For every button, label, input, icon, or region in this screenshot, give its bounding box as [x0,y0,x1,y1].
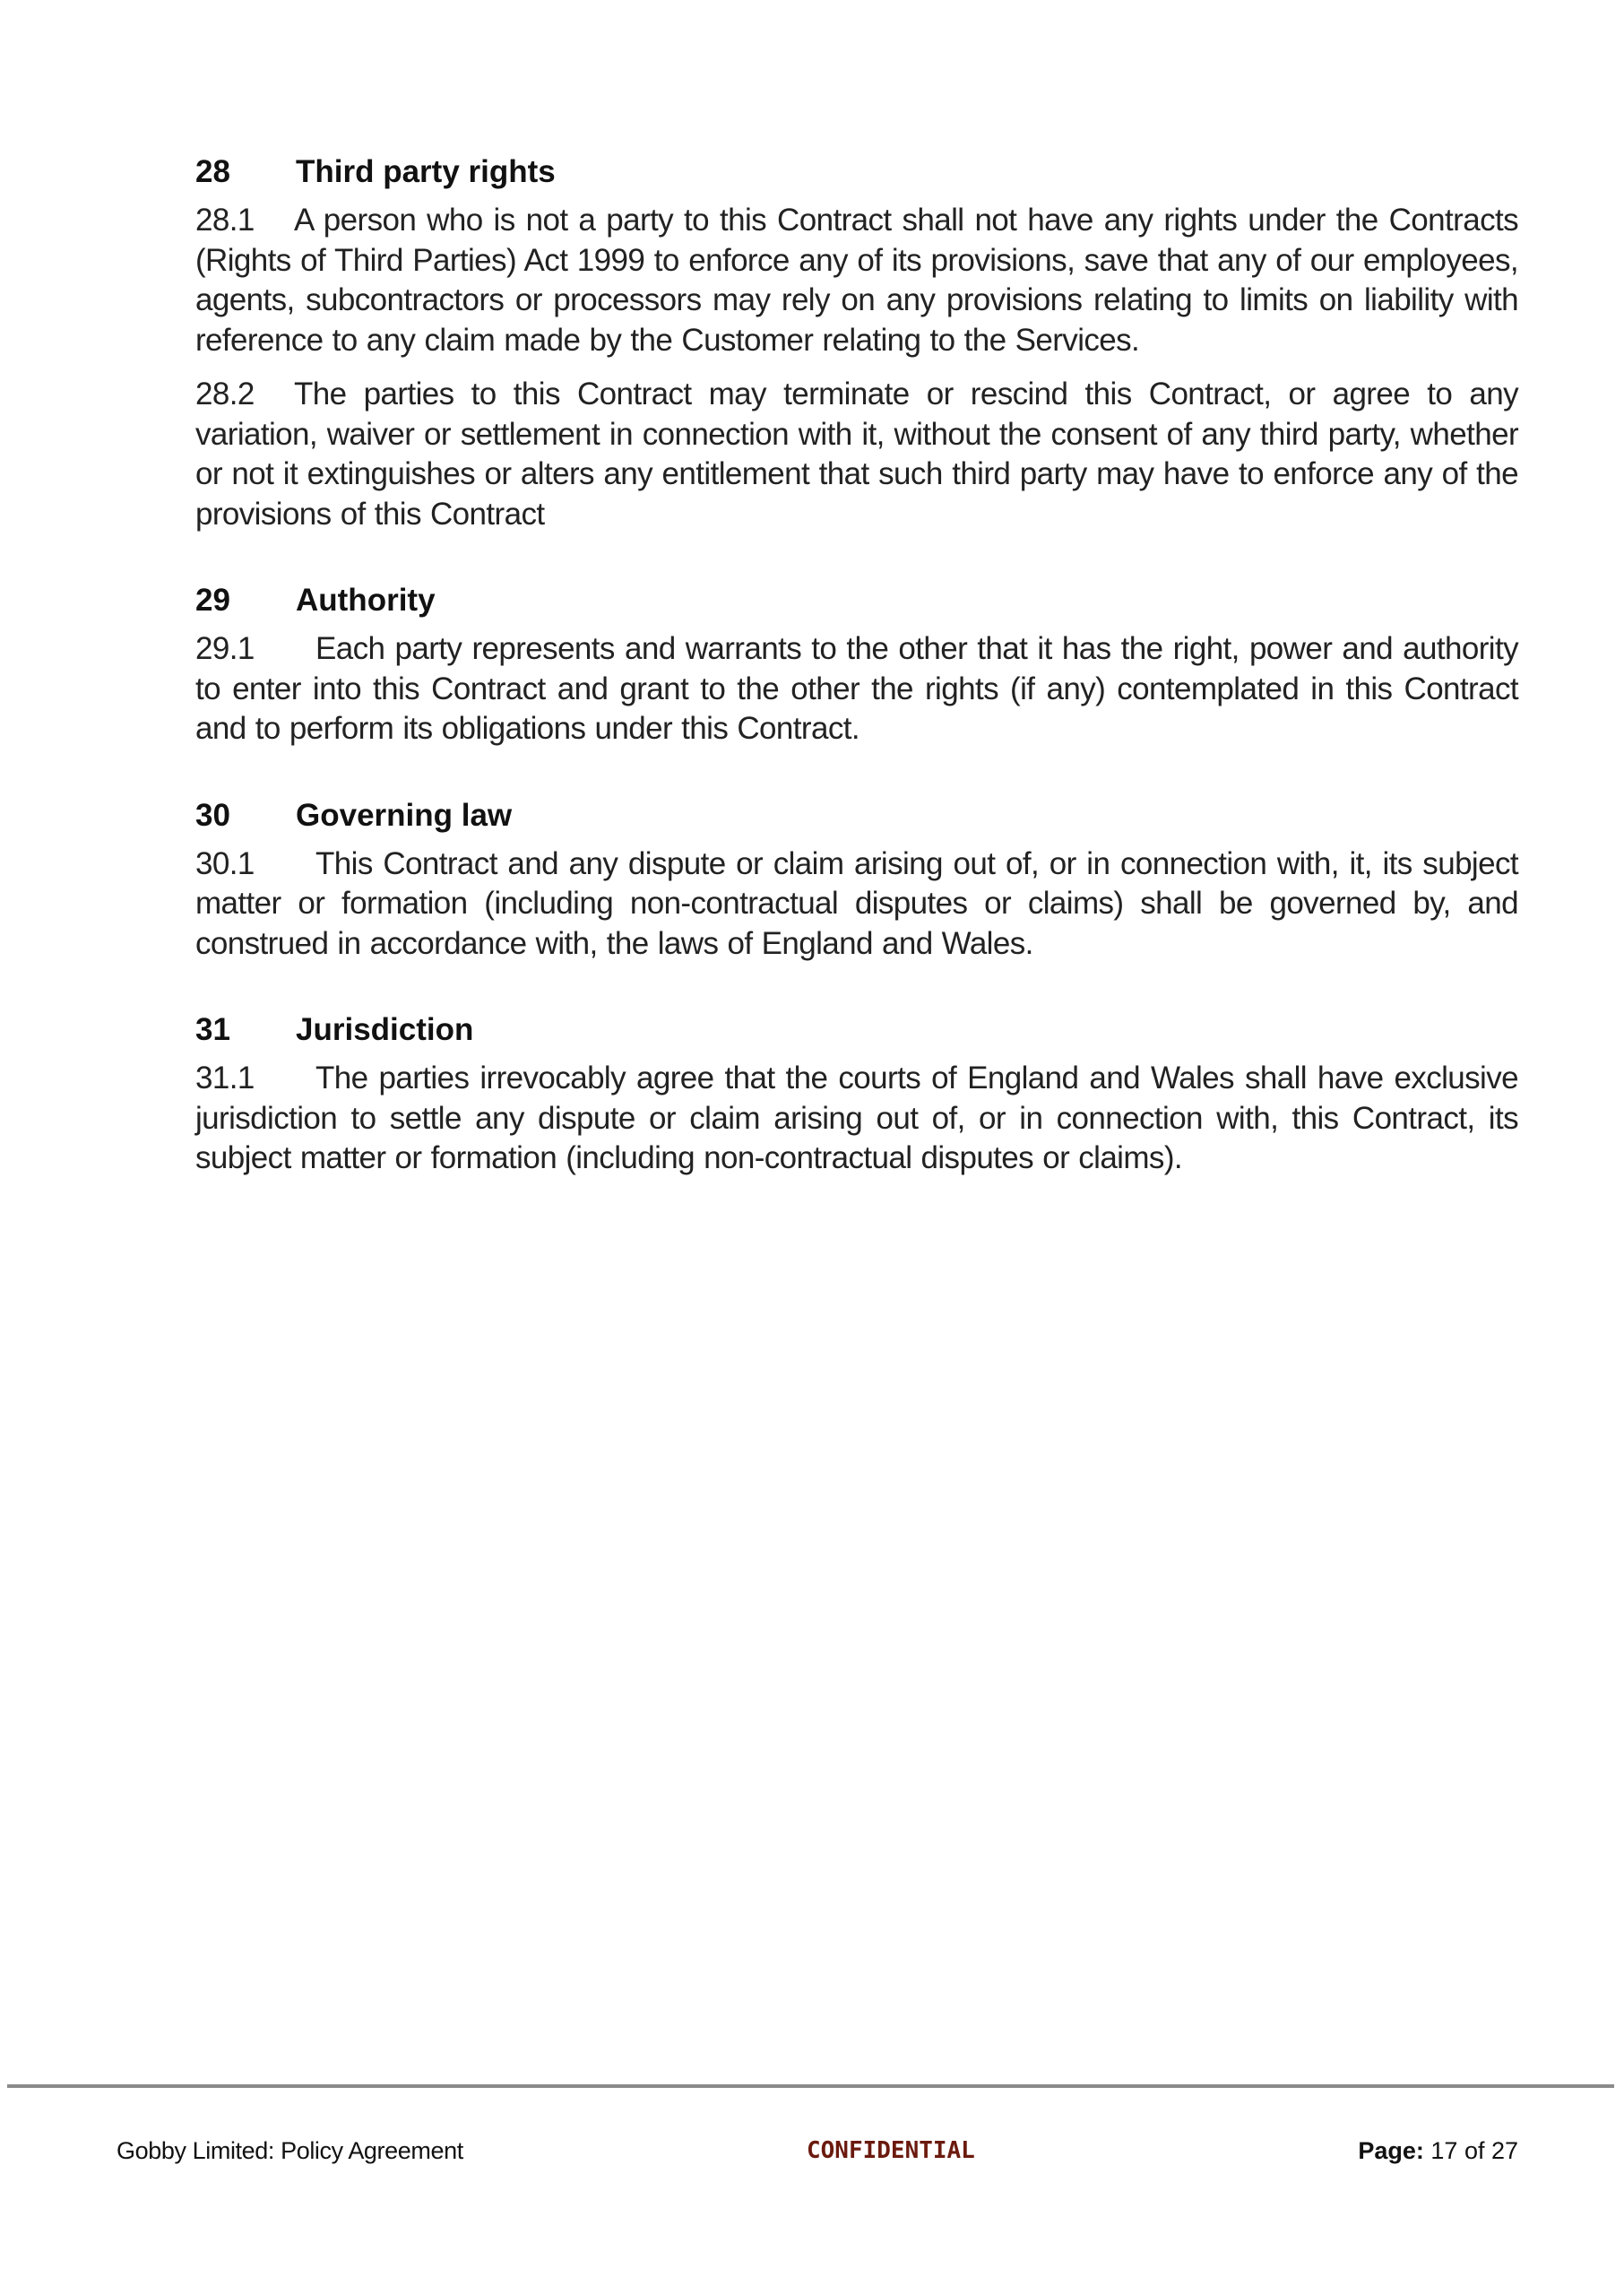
clause-number: 29.1 [195,631,255,666]
section-heading [195,796,1518,836]
section-number: 30 [195,797,230,833]
section-heading [195,1010,1518,1050]
section-title: Governing law [296,797,513,833]
clause [195,844,1518,965]
clause-number: 28.2 [195,377,255,411]
clause [195,375,1518,534]
section-jurisdiction [195,1010,1518,1179]
clause-text: The parties irrevocably agree that the courts of England and Wales shall have exclusive jurisdiction to settle any dispute or claim arising out of, or in connection with, this Contract, its subject matter or formation (including non-contractual disputes or claims). [195,1061,1518,1175]
section-heading [195,152,1518,192]
clause-text: The parties to this Contract may terminate or rescind this Contract, or agree to any variation, waiver or settlement in connection with it, without the consent of any third party, whether or not it extinguishes or alters any entitlement that such third party may have to enforce any of the provisions of this Contract [195,377,1518,532]
section-governing-law [195,796,1518,965]
page-label: Page: [1358,2137,1424,2164]
footer-divider [7,2084,1614,2088]
section-number: 28 [195,154,230,189]
section-number: 31 [195,1012,230,1047]
page-footer [117,2137,1518,2165]
section-title: Third party rights [296,154,556,189]
clause-number: 28.1 [195,203,255,238]
clause-number: 30.1 [195,845,255,881]
footer-document-name: Gobby Limited: Policy Agreement [117,2137,463,2164]
footer-page-number [1358,2137,1518,2165]
section-third-party-rights [195,152,1518,534]
clause [195,201,1518,360]
document-body [195,152,1518,1225]
section-title: Jurisdiction [296,1012,474,1047]
clause [195,1059,1518,1179]
clause-text: Each party represents and warrants to the other that it has the right, power and authority to enter into this Contract and grant to the other the rights (if any) contemplated in this Contract and to perform its obligations under this Contract. [195,631,1518,746]
section-heading [195,581,1518,620]
section-title: Authority [296,583,436,618]
section-authority [195,581,1518,749]
clause-text: A person who is not a party to this Contract shall not have any rights under the Contracts (Rights of Third Parties) Act 1999 to enforce any of its provisions, save that any of our employees, agents, subcontractors or processors may rely on any provisions relating to limits on liability with reference to any claim made by the Customer relating to the Services. [195,203,1518,358]
clause [195,629,1518,749]
clause-text: This Contract and any dispute or claim arising out of, or in connection with, it, its subject matter or formation (including non-contractual disputes or claims) shall be governed by, and construed in accordance with, the laws of England and Wales. [195,845,1518,961]
footer-classification: CONFIDENTIAL [807,2137,975,2164]
clause-number: 31.1 [195,1061,255,1096]
page-count: 17 of 27 [1430,2137,1518,2164]
section-number: 29 [195,583,230,618]
